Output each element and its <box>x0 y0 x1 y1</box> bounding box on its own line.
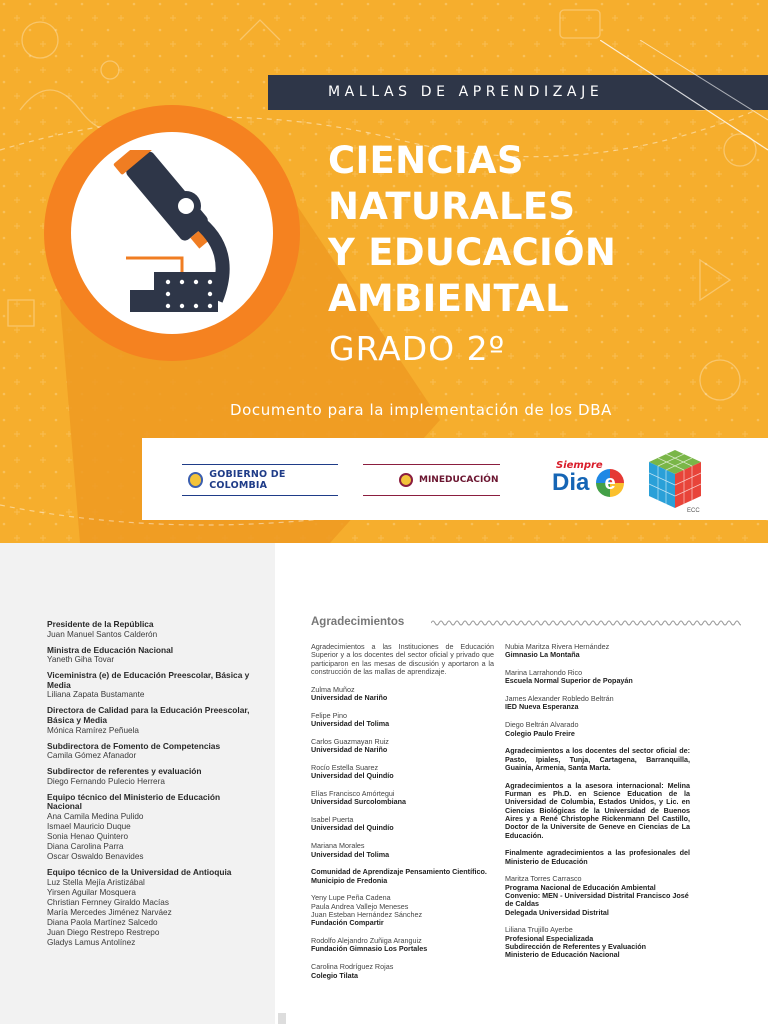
entry-text: Yeny Lupe Peña Cadena <box>311 893 391 903</box>
staff-role: Subdirectora de Fomento de Competencias <box>47 740 221 751</box>
title-line-4: AMBIENTAL <box>328 277 569 320</box>
entry-institution: Universidad de Nariño <box>311 745 388 755</box>
staff-role: Viceministra (e) de Educación Preescolar, Básica y Media <box>47 670 250 690</box>
acknowledgement-entry <box>311 868 494 885</box>
staff-name: Yirsen Aguilar Mosquera <box>47 887 136 897</box>
entry-institution: Universidad del Tolima <box>311 719 390 729</box>
siempre-text: Siempre <box>556 460 603 471</box>
staff-role: Presidente de la República <box>47 619 154 629</box>
entry-text: James Alexander Robledo Beltrán <box>505 694 614 704</box>
wave-divider-icon <box>431 618 741 628</box>
mineducacion-logo <box>363 464 500 496</box>
series-banner: MALLAS DE APRENDIZAJE <box>268 75 768 110</box>
staff-name: María Mercedes Jiménez Narváez <box>47 907 172 917</box>
entry-text: Maritza Torres Carrasco <box>505 874 582 884</box>
entry-institution: Delegada Universidad Distrital <box>505 907 609 917</box>
staff-name: Sonia Henao Quintero <box>47 831 129 841</box>
entry-institution: Profesional Especializada <box>505 933 594 943</box>
staff-role: Equipo técnico de la Universidad de Antioquia <box>47 866 232 877</box>
entry-institution: Convenio: MEN - Universidad Distrital Francisco José de Caldas <box>505 891 689 909</box>
entry-institution: IED Nueva Esperanza <box>505 702 579 712</box>
entry-text: Marina Larrahondo Rico <box>505 668 583 678</box>
staff-name: Mónica Ramírez Peñuela <box>47 725 139 735</box>
microscope-icon <box>100 150 260 320</box>
acknowledgement-entry <box>311 842 494 859</box>
acknowledgement-entry <box>311 937 494 954</box>
acknowledgement-entry <box>505 849 690 866</box>
title-line-3: Y EDUCACIÓN <box>328 231 617 274</box>
entry-institution: Ministerio de Educación Nacional <box>505 950 620 960</box>
entry-text: Agradecimientos a las Instituciones de Educación Superior y a los docentes del sector oficial y privado que participaron en las mesas de discusión y aportaron a la construcción de las mallas de aprendizaje. <box>311 642 494 676</box>
staff-role: Subdirector de referentes y evaluación <box>47 766 202 777</box>
acknowledgement-entry <box>505 695 690 712</box>
staff-group <box>47 793 257 862</box>
staff-name: Juan Diego Restrepo Restrepo <box>47 927 160 937</box>
mineducacion-seal-icon <box>399 473 413 487</box>
title-line-1: CIENCIAS <box>328 139 524 182</box>
acknowledgement-entry <box>311 764 494 781</box>
staff-name: Christian Fernney Giraldo Macías <box>47 897 169 907</box>
entry-text: Isabel Puerta <box>311 815 354 825</box>
entry-text: Rocío Estella Suarez <box>311 762 379 772</box>
entry-institution: Agradecimientos a la asesora internacional: Melina Furman es Ph.D. en Science Education de la Universidad de Columbia, Estados Unidos, y Lic. en Ciencias Biológicas de la Universidad de Buenos Aires y a René Christophe Rickenmann Del Castillo, Doctor de la Universite de Geneve en Ciencias de La Educación. <box>505 780 690 840</box>
staff-name: Camila Gómez Afanador <box>47 751 137 761</box>
entry-institution: Subdirección de Referentes y Evaluación <box>505 942 647 952</box>
entry-institution: Finalmente agradecimientos a las profesionales del Ministerio de Educación <box>505 848 690 866</box>
staff-group <box>47 620 257 640</box>
staff-role: Directora de Calidad para la Educación Preescolar, Básica y Media <box>47 705 250 725</box>
entry-institution: Comunidad de Aprendizaje Pensamiento Científico. Municipio de Fredonia <box>311 867 487 885</box>
staff-name: Diana Carolina Parra <box>47 841 124 851</box>
staff-name: Liliana Zapata Bustamante <box>47 690 145 700</box>
e-circle-icon: e <box>596 469 624 497</box>
document-title <box>328 138 758 322</box>
entry-text: Carolina Rodríguez Rojas <box>311 962 394 972</box>
acknowledgements-column-a <box>311 643 494 989</box>
entry-institution: Colegio Paulo Freire <box>505 728 575 738</box>
staff-role: Ministra de Educación Nacional <box>47 644 174 655</box>
entry-text: Nubia Maritza Rivera Hernández <box>505 642 610 651</box>
staff-list <box>47 620 257 954</box>
staff-name: Diego Fernando Pulecio Herrera <box>47 776 165 786</box>
title-line-2: NATURALES <box>328 185 576 228</box>
acknowledgement-entry <box>311 894 494 927</box>
staff-group <box>47 671 257 700</box>
colombia-seal-icon <box>188 472 203 488</box>
entry-text: Rodolfo Alejandro Zuñiga Aranguiz <box>311 936 422 946</box>
acknowledgement-entry <box>505 926 690 959</box>
acknowledgement-entry <box>311 712 494 729</box>
staff-name: Yaneth Giha Tovar <box>47 655 115 665</box>
acknowledgement-entry <box>505 875 690 916</box>
entry-text: Carlos Guazmayan Ruiz <box>311 736 389 746</box>
entry-text: Mariana Morales <box>311 841 365 851</box>
entry-institution: Fundación Gimnasio Los Portales <box>311 944 428 954</box>
acknowledgement-entry <box>505 669 690 686</box>
staff-name: Ana Camila Medina Pulido <box>47 811 144 821</box>
entry-institution: Universidad del Tolima <box>311 849 390 859</box>
acknowledgement-entry <box>505 747 690 772</box>
entry-institution: Universidad de Nariño <box>311 692 388 702</box>
entry-text: Diego Beltrán Alvarado <box>505 720 579 730</box>
staff-group <box>47 767 257 787</box>
logo-bar <box>142 438 768 520</box>
entry-institution: Agradecimientos a los docentes del sector oficial de: Pasto, Ipiales, Tunja, Cartagena, Barranquilla, Guainía, Armenia, Santa Marta. <box>505 746 690 772</box>
entry-institution: Colegio Tilata <box>311 970 358 980</box>
staff-role: Equipo técnico del Ministerio de Educación Nacional <box>47 791 221 812</box>
ecc-cube-logo <box>647 448 703 514</box>
staff-group <box>47 868 257 948</box>
staff-group <box>47 646 257 666</box>
acknowledgement-entry <box>311 643 494 676</box>
staff-name: Gladys Lamus Antolínez <box>47 937 136 947</box>
staff-group <box>47 706 257 735</box>
entry-institution: Fundación Compartir <box>311 918 384 928</box>
acknowledgements-column-b <box>505 643 690 969</box>
staff-name: Diana Paola Martínez Salcedo <box>47 917 158 927</box>
staff-name: Oscar Oswaldo Benavides <box>47 851 144 861</box>
entry-text: Zulma Muñoz <box>311 684 355 694</box>
entry-institution: Universidad del Quindío <box>311 823 394 833</box>
entry-text: Elías Francisco Amórtegui <box>311 789 395 799</box>
acknowledgement-entry <box>311 963 494 980</box>
entry-institution: Gimnasio La Montaña <box>505 650 580 660</box>
document-subtitle: Documento para la implementación de los DBA <box>230 401 612 419</box>
acknowledgement-entry <box>311 738 494 755</box>
acknowledgements-header <box>311 616 741 630</box>
siempre-dia-e-logo <box>552 460 632 500</box>
acknowledgement-entry <box>311 686 494 703</box>
credits-page <box>0 543 768 1024</box>
staff-group <box>47 742 257 762</box>
mineducacion-logo-text: MINEDUCACIÓN <box>419 475 499 485</box>
acknowledgements-title: Agradecimientos <box>311 616 405 628</box>
entry-text: Liliana Trujillo Ayerbe <box>505 925 573 935</box>
staff-column <box>0 543 275 1024</box>
gobierno-logo-text: GOBIERNO DE COLOMBIA <box>209 469 286 491</box>
entry-institution: Universidad Surcolombiana <box>311 797 407 807</box>
ecc-text: ECC <box>687 508 700 514</box>
gobierno-logo <box>182 464 338 496</box>
entry-institution: Programa Nacional de Educación Ambiental <box>505 882 656 892</box>
entry-text: Felipe Pino <box>311 710 347 720</box>
entry-institution: Escuela Normal Superior de Popayán <box>505 676 633 686</box>
acknowledgement-entry <box>505 782 690 840</box>
acknowledgement-entry <box>505 721 690 738</box>
grade-label: GRADO 2º <box>329 329 506 368</box>
staff-name: Luz Stella Mejía Aristizábal <box>47 877 145 887</box>
staff-name: Juan Manuel Santos Calderón <box>47 629 158 639</box>
page-edge <box>278 1013 286 1024</box>
acknowledgement-entry <box>505 643 690 660</box>
acknowledgement-entry <box>311 790 494 807</box>
acknowledgement-entry <box>311 816 494 833</box>
entry-text: Juan Esteban Hernández Sánchez <box>311 910 423 920</box>
entry-text: Paula Andrea Vallejo Meneses <box>311 901 409 911</box>
staff-name: Ismael Mauricio Duque <box>47 821 131 831</box>
entry-institution: Universidad del Quindío <box>311 771 394 781</box>
dia-text: Dia <box>552 469 590 496</box>
